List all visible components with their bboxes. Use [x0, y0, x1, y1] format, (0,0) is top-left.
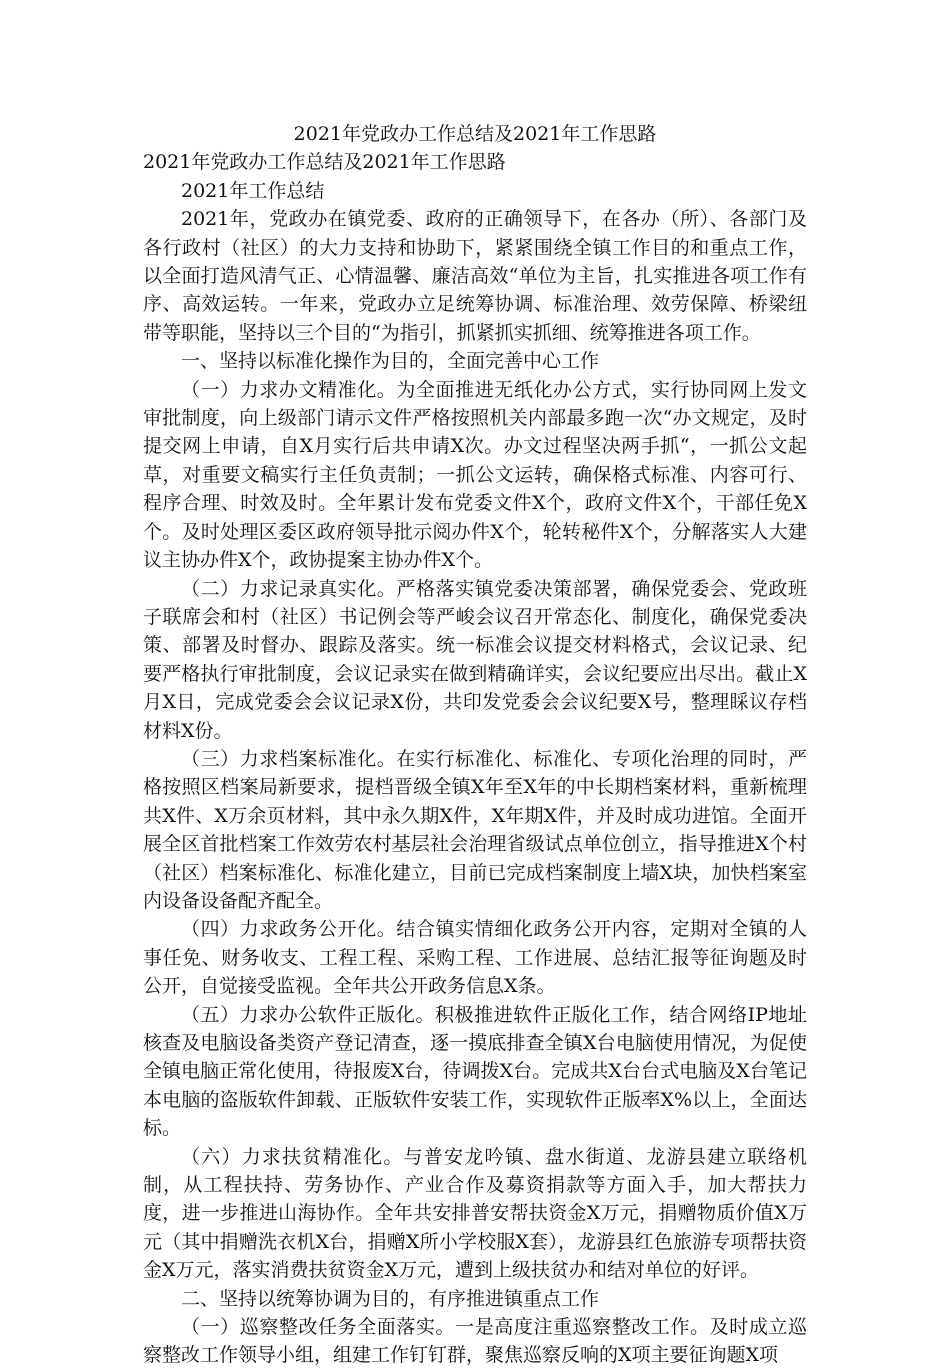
section-heading: 一、坚持以标准化操作为目的，全面完善中心工作: [181, 350, 600, 373]
section-heading: 二、坚持以统筹协调为目的，有序推进镇重点工作: [181, 1287, 600, 1310]
paragraph: （五）力求办公软件正版化。积极推进软件正版化工作，结合网络IP地址核查及电脑设备类资产登记清查，逐一摸底排查全镇X台电脑使用情况，为促使全镇电脑正常化使用，待报废X台，待调拨X台。完成共X台台式电脑及X台笔记本电脑的盗版软件卸载、正版软件安装工作，实现软件正版率X%以上，全面达标。: [143, 1003, 807, 1140]
paragraph: （二）力求记录真实化。严格落实镇党委决策部署，确保党委会、党政班子联席会和村（社区）书记例会等严峻会议召开常态化、制度化，确保党委决策、部署及时督办、跟踪及落实。统一标准会议提交材料格式，会议记录、纪要严格执行审批制度，会议记录实在做到精确详实，会议纪要应出尽出。截止X月X日，完成党委会会议记录X份，共印发党委会会议纪要X号，整理睬议存档材料X份。: [143, 577, 807, 742]
paragraph: （一）巡察整改任务全面落实。一是高度注重巡察整改工作。及时成立巡察整改工作领导小组，组建工作钉钉群，聚焦巡察反响的X项主要征询题X项: [143, 1316, 807, 1367]
document-subtitle: 2021年党政办工作总结及2021年工作思路: [143, 151, 506, 174]
document-body: [143, 120, 807, 1370]
paragraph: （一）力求办文精准化。为全面推进无纸化办公方式，实行协同网上发文审批制度，向上级部门请示文件严格按照机关内部最多跑一次“办文规定，及时提交网上申请，自X月实行后共申请X次。办文过程坚决两手抓“，一抓公文起草，对重要文稿实行主任负责制；一抓公文运转，确保格式标准、内容可行、程序合理、时效及时。全年累计发布党委文件X个，政府文件X个，干部任免X个。及时处理区委区政府领导批示阅办件X个，轮转秘件X个，分解落实人大建议主协办件X个，政协提案主协办件X个。: [143, 378, 807, 572]
paragraph: （四）力求政务公开化。结合镇实情细化政务公开内容，定期对全镇的人事任免、财务收支、工程工程、采购工程、工作进展、总结汇报等征询题及时公开，自觉接受监视。全年共公开政务信息X条。: [143, 918, 807, 998]
paragraph: （六）力求扶贫精准化。与普安龙吟镇、盘水街道、龙游县建立联络机制，从工程扶持、劳务协作、产业合作及募资捐款等方面入手，加大帮扶力度，进一步推进山海协作。全年共安排普安帮扶资金X万元，捐赠物质价值X万元（其中捐赠洗衣机X台，捐赠X所小学校服X套），龙游县红色旅游专项帮扶资金X万元，落实消费扶贫资金X万元，遭到上级扶贫办和结对单位的好评。: [143, 1145, 807, 1282]
document-title: 2021年党政办工作总结及2021年工作思路: [293, 123, 657, 145]
paragraph: （三）力求档案标准化。在实行标准化、标准化、专项化治理的同时，严格按照区档案局新要求，提档晋级全镇X年至X年的中长期档案材料，重新梳理共X件、X万余页材料，其中永久期X件，X年期X件，并及时成功进馆。全面开展全区首批档案工作效劳农村基层社会治理省级试点单位创立，指导推进X个村（社区）档案标准化、标准化建立，目前已完成档案制度上墙X块，加快档案室内设备设备配齐配全。: [143, 747, 807, 912]
paragraph: 2021年，党政办在镇党委、政府的正确领导下，在各办（所）、各部门及各行政村（社区）的大力支持和协助下，紧紧围绕全镇工作目的和重点工作，以全面打造风清气正、心情温馨、廉洁高效“单位为主旨，扎实推进各项工作有序、高效运转。一年来，党政办立足统筹协调、标准治理、效劳保障、桥梁纽带等职能，坚持以三个目的“为指引，抓紧抓实抓细、统筹推进各项工作。: [143, 208, 807, 344]
paragraph: 2021年工作总结: [181, 179, 325, 202]
